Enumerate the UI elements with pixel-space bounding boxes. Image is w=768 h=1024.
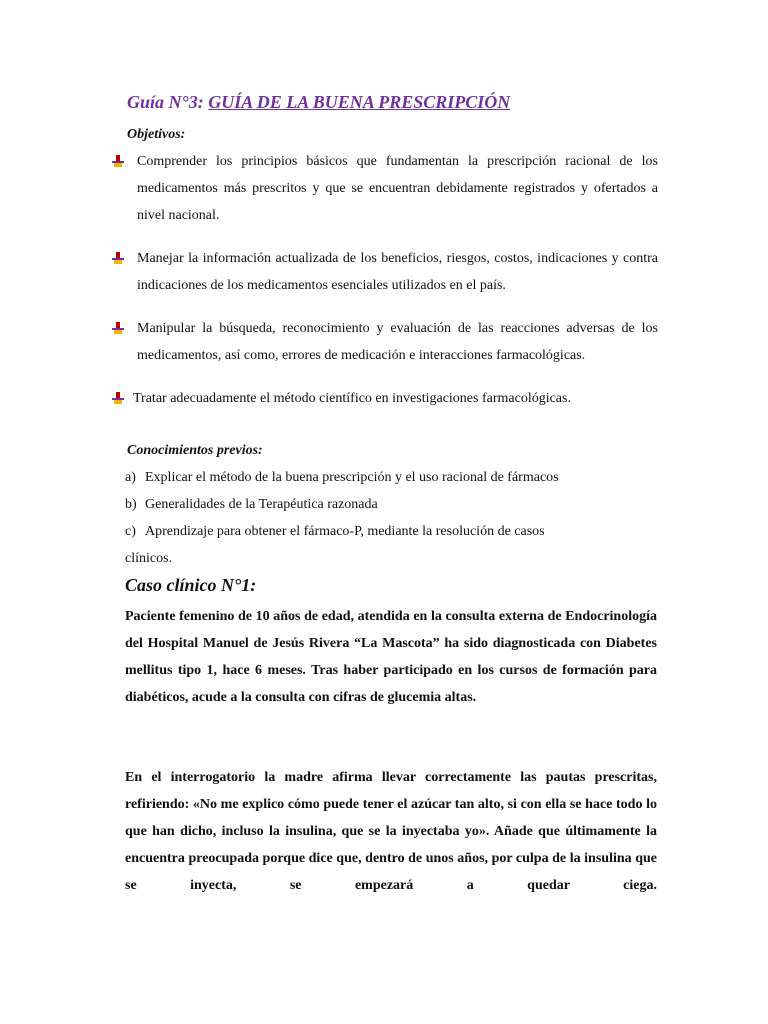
item-marker: a): [125, 470, 136, 485]
case-paragraph: En el interrogatorio la madre afirma llevar correctamente las pautas prescritas, refiriendo: «No me explico cómo puede tener el azúcar tan alto, si con ella se hace todo lo que han dicho, incluso la insulina, que se la inyectaba yo». Añade que últimamente la encuentra preocupada porque dice que, dentro de unos años, por culpa de la insulina que se inyecta, se empezará a quedar ciega.: [125, 770, 657, 893]
case-title: Caso clínico N°1:: [125, 575, 257, 595]
prior-knowledge-label: Conocimientos previos:: [127, 443, 263, 458]
document-title: [127, 92, 510, 113]
prior-knowledge-item: [125, 491, 595, 518]
objective-item: [112, 315, 658, 369]
item-text: Generalidades de la Terapéutica razonada: [145, 497, 378, 512]
guide-number: Guía N°3:: [127, 92, 209, 112]
objectives-label: Objetivos:: [127, 127, 186, 142]
arrow-bullet-icon: [112, 322, 124, 334]
guide-title: GUÍA DE LA BUENA PRESCRIPCIÓN: [208, 92, 511, 112]
item-text: Aprendizaje para obtener el fármaco-P, mediante la resolución de casos clínicos.: [125, 524, 545, 566]
prior-knowledge-item: [125, 518, 595, 572]
case-paragraph: Paciente femenino de 10 años de edad, atendida en la consulta externa de Endocrinología del Hospital Manuel de Jesús Rivera “La Mascota” ha sido diagnosticada con Diabetes mellitus tipo 1, hace 6 meses. Tras haber participado en los cursos de formación para diabéticos, acude a la consulta con cifras de glucemia altas.: [125, 609, 657, 705]
objective-item: [112, 245, 658, 299]
arrow-bullet-icon: [112, 155, 124, 167]
objective-text: Manipular la búsqueda, reconocimiento y evaluación de las reacciones adversas de los medicamentos, así como, errores de medicación e interacciones farmacológicas.: [137, 321, 658, 363]
objective-text: Comprender los principios básicos que fundamentan la prescripción racional de los medicamentos más prescritos y que se encuentran debidamente registrados y ofertados a nivel nacional.: [137, 154, 658, 223]
arrow-bullet-icon: [112, 252, 124, 264]
item-text: Explicar el método de la buena prescripción y el uso racional de fármacos: [145, 470, 559, 485]
item-marker: b): [125, 497, 137, 512]
objective-text: Tratar adecuadamente el método científico en investigaciones farmacológicas.: [133, 391, 571, 406]
prior-knowledge-item: [125, 464, 595, 491]
item-marker: c): [125, 524, 136, 539]
objective-text: Manejar la información actualizada de los beneficios, riesgos, costos, indicaciones y contra indicaciones de los medicamentos esenciales utilizados en el país.: [137, 251, 658, 293]
arrow-bullet-icon: [112, 392, 124, 404]
objective-item: [112, 148, 658, 229]
objective-item: [112, 385, 658, 412]
